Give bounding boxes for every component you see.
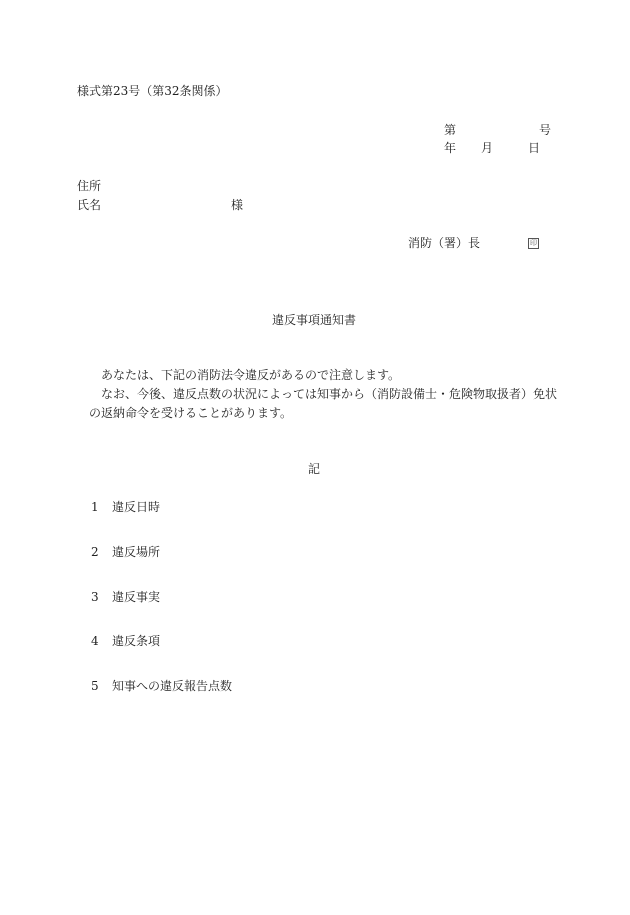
day-label: 日 (528, 141, 541, 155)
honorific: 様 (231, 198, 244, 212)
item-4-number: 4 (91, 634, 99, 648)
item-5-number: 5 (91, 679, 99, 693)
address-label: 住所 (77, 179, 102, 193)
item-2-label: 違反場所 (112, 545, 161, 559)
item-3-label: 違反事実 (112, 590, 161, 604)
seal-mark: 印 (530, 239, 537, 247)
item-4-label: 違反条項 (112, 634, 161, 648)
item-5-label: 知事への違反報告点数 (112, 679, 233, 693)
month-label: 月 (481, 141, 494, 155)
notation-heading: 記 (308, 462, 321, 476)
item-2-number: 2 (91, 545, 99, 559)
year-label: 年 (444, 141, 457, 155)
document-title: 違反事項通知書 (272, 313, 357, 327)
sender-title: 消防（署）長 (408, 236, 481, 250)
item-3-number: 3 (91, 590, 99, 604)
name-label: 氏名 (77, 198, 102, 212)
number-prefix: 第 (444, 123, 457, 137)
body-line-2: なお、今後、違反点数の状況によっては知事から（消防設備士・危険物取扱者）免状 (101, 387, 558, 401)
item-1-number: 1 (91, 500, 99, 514)
number-suffix: 号 (539, 123, 552, 137)
body-line-1: あなたは、下記の消防法令違反があるので注意します。 (101, 368, 401, 382)
body-line-3: の返納命令を受けることがあります。 (89, 406, 293, 420)
item-1-label: 違反日時 (112, 500, 161, 514)
form-number: 様式第23号（第32条関係） (77, 84, 228, 98)
